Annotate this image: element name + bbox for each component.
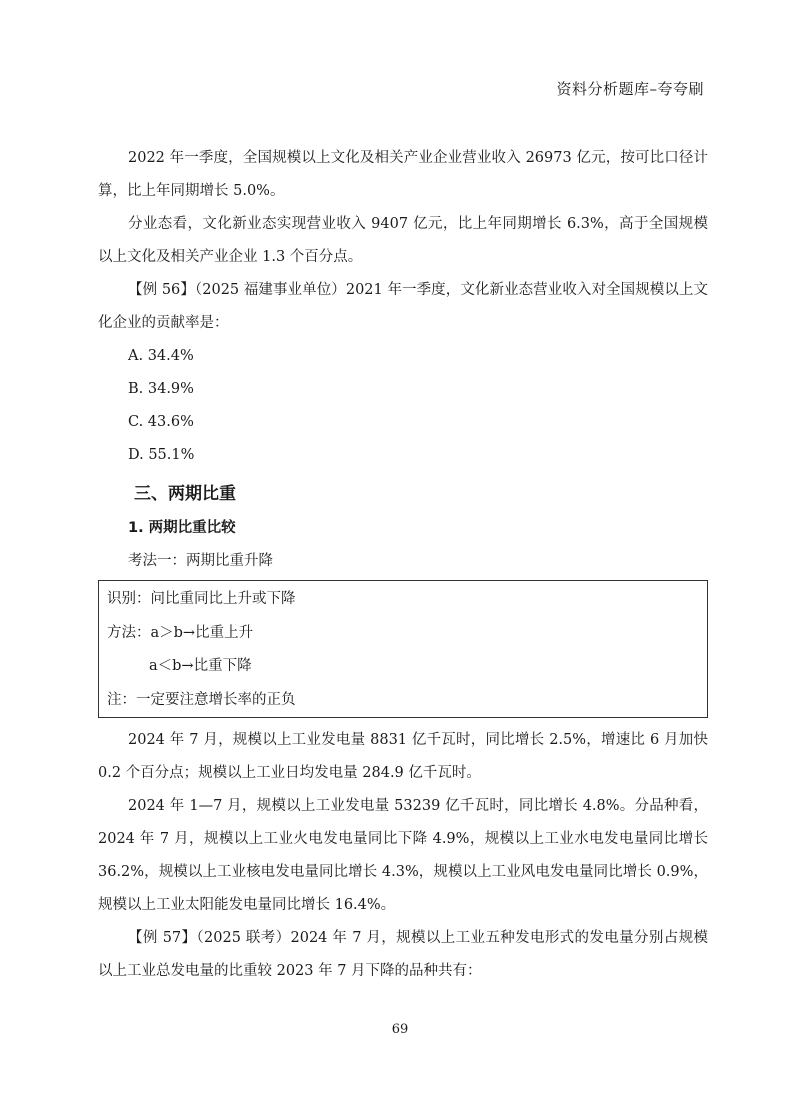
option-c: C. 43.6% — [128, 414, 194, 430]
box-method-2: a＜b→比重下降 — [149, 658, 252, 674]
paragraph-culture-revenue: 2022 年一季度，全国规模以上文化及相关产业企业营业收入 26973 亿元，按可比口径计算，比上年同期增长 5.0%。 — [98, 150, 708, 199]
page-number: 69 — [391, 1022, 409, 1037]
option-a: A. 34.4% — [128, 348, 194, 364]
box-note: 注：一定要注意增长率的正负 — [107, 691, 296, 708]
paragraph-new-business: 分业态看，文化新业态实现营业收入 9407 亿元，比上年同期增长 6.3%，高于全国规模以上文化及相关产业企业 1.3 个百分点。 — [98, 216, 708, 265]
section-heading: 三、两期比重 — [134, 484, 236, 504]
method-label: 考法一：两期比重升降 — [128, 553, 273, 569]
method-box — [98, 580, 708, 718]
question-56: 【例 56】（2025 福建事业单位）2021 年一季度，文化新业态营业收入对全国规模以上文化企业的贡献率是： — [98, 282, 708, 331]
option-b: B. 34.9% — [128, 381, 194, 397]
paragraph-power-ytd: 2024 年 1—7 月，规模以上工业发电量 53239 亿千瓦时，同比增长 4.8%。分品种看，2024 年 7 月，规模以上工业火电发电量同比下降 4.9%，规模以上工业水电发电量同比增长 36.2%，规模以上工业核电发电量同比增长 4.3%，规模以上工业风电发电量同比增长 0.9%，规模以上工业太阳能发电量同比增长 16.4%。 — [98, 798, 708, 913]
subsection-heading: 1. 两期比重比较 — [128, 520, 236, 536]
box-identify: 识别：问比重同比上升或下降 — [107, 591, 296, 607]
option-d: D. 55.1% — [128, 447, 195, 463]
page-content — [98, 142, 708, 988]
running-header: 资料分析题库–夸夸刷 — [556, 80, 704, 98]
paragraph-power-july: 2024 年 7 月，规模以上工业发电量 8831 亿千瓦时，同比增长 2.5%，增速比 6 月加快 0.2 个百分点；规模以上工业日均发电量 284.9 亿千瓦时。 — [98, 732, 708, 781]
box-method: 方法：a＞b→比重上升 — [107, 624, 254, 641]
question-57: 【例 57】（2025 联考）2024 年 7 月，规模以上工业五种发电形式的发电量分别占规模以上工业总发电量的比重较 2023 年 7 月下降的品种共有： — [98, 930, 708, 979]
